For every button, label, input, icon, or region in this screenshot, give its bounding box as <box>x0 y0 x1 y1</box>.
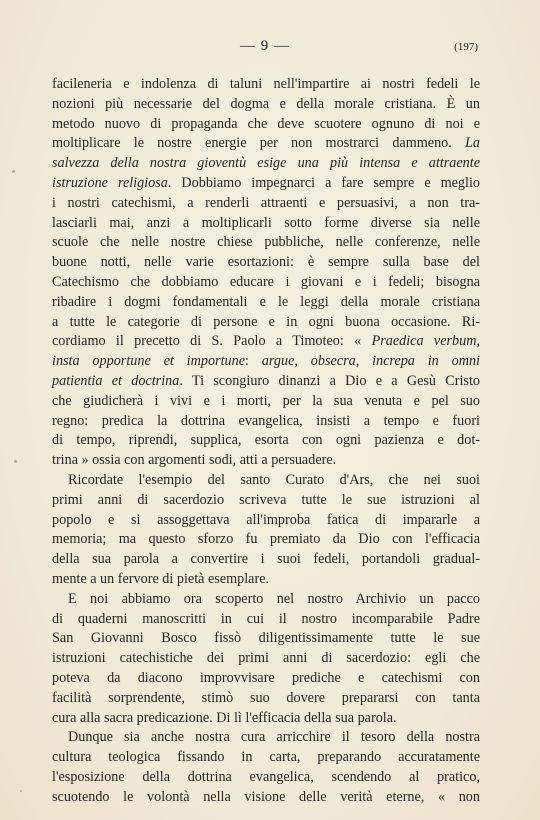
text-line: metodo nuovo di propaganda che deve scuotere ognuno di noi e <box>52 115 480 132</box>
text-line: facilità sorprendente, stimò suo dovere prepararsi con tanta <box>52 689 480 706</box>
body-text <box>52 75 480 807</box>
text-line: lasciarli mai, anzi a moltiplicarli sotto forme diverse sia nelle <box>52 214 480 231</box>
text-line: trina » ossia con argomenti sodi, atti a persuadere. <box>52 452 337 469</box>
paragraph <box>52 75 480 471</box>
text-line: ribadire i dogmi fondamentali e le leggi della morale cristiana <box>52 293 480 310</box>
text-line: popolo e si assoggettava all'improba fatica di impararle a <box>52 511 480 528</box>
italic-text: Praedica verbum, <box>371 333 480 350</box>
text-line: i nostri catechismi, a renderli attraenti e persuasivi, a non tra- <box>52 194 480 211</box>
italic-text: insta opportune et importune <box>52 353 246 370</box>
text-line: di tempo, riprendi, supplica, esorta con ogni pazienza e dot- <box>52 432 480 449</box>
page-reference: (197) <box>454 41 478 53</box>
italic-text: salvezza della nostra gioventù esige una più intensa e attraente <box>52 155 480 172</box>
text-line: facileneria e indolenza di taluni nell'impartire ai nostri fedeli le <box>52 76 480 92</box>
text-line: scuole che nelle nostre chiese pubbliche, nelle conferenze, nelle <box>52 234 480 251</box>
paper-speck <box>12 170 15 173</box>
text-line: a tutte le categorie di persone e in ogni buona occasione. Ri- <box>52 313 480 330</box>
text-line: regno: predica la dottrina evangelica, insisti a tempo e fuori <box>52 412 480 429</box>
paper-speck <box>14 460 17 463</box>
text-line: istruzioni catechistiche dei primi anni di sacerdozio: egli che <box>52 650 480 667</box>
paragraph <box>52 590 480 729</box>
text-line: scuotendo le volontà nella visione delle verità eterne, « non <box>52 788 480 805</box>
paper-speck <box>20 790 22 792</box>
text-line: moltiplicare le nostre energie per non mostrarci dammeno. La <box>52 135 480 152</box>
text-line: Catechismo che dobbiamo educare i giovani e i fedeli; bisogna <box>52 273 480 290</box>
italic-text: istruzione religiosa <box>52 174 168 191</box>
text-line: di quaderni manoscritti in cui il nostro incomparabile Padre <box>52 610 480 627</box>
text-line: cura alla sacra predicazione. Di lì l'efficacia della sua parola. <box>52 709 397 726</box>
italic-text: argue, obsecra, increpa in omni <box>261 353 480 370</box>
text-line <box>52 154 480 174</box>
text-line: Ricordate l'esempio del santo Curato d'Ars, che nei suoi <box>68 471 480 488</box>
text-line: nozioni più necessarie del dogma e della morale cristiana. È un <box>52 95 480 112</box>
italic-text: patientia et doctrina <box>52 372 180 389</box>
text-line: primi anni di sacerdozio scriveva tutte le sue istruzioni al <box>52 491 480 508</box>
text-line: E noi abbiamo ora scoperto nel nostro Archivio un pacco <box>68 590 480 607</box>
text-line: cordiamo il precetto di S. Paolo a Timoteo: « Praedica verbum, <box>52 333 480 350</box>
text-line: l'esposizione della dottrina evangelica, scendendo al pratico, <box>52 768 480 785</box>
page-number: — 9 — <box>240 38 290 54</box>
text-line: mente a un fervore di pietà esemplare. <box>52 570 270 587</box>
text-line: cultura teologica fissando in carta, preparando accuratamente <box>52 749 480 766</box>
text-line: memoria; ma questo sforzo fu premiato da Dio con l'efficacia <box>52 531 480 548</box>
text-line: che giudicherà i vivi e i morti, per la sua venuta e pel suo <box>52 392 480 409</box>
text-line: istruzione religiosa. Dobbiamo impegnarci a fare sempre e meglio <box>52 174 480 191</box>
text-line: buone notti, nelle varie esortazioni: è sempre sulla base del <box>52 254 480 271</box>
text-line: San Giovanni Bosco fissò diligentissimamente tutte le sue <box>52 630 480 647</box>
text-line: poteva da diacono improvvisare prediche e catechismi con <box>52 669 480 686</box>
text-line: della sua parola a convertire i suoi fedeli, portandoli gradual- <box>52 551 480 568</box>
paragraph <box>52 728 480 807</box>
paragraph <box>52 471 480 590</box>
page-header <box>52 38 478 58</box>
italic-text: La <box>465 135 480 152</box>
text-line: Dunque sia anche nostra cura arricchire il tesoro della nostra <box>68 729 480 746</box>
text-line: insta opportune et importune: argue, obsecra, increpa in omni <box>52 353 480 370</box>
text-line: patientia et doctrina. Ti scongiuro dinanzi a Dio e a Gesù Cristo <box>52 372 480 389</box>
